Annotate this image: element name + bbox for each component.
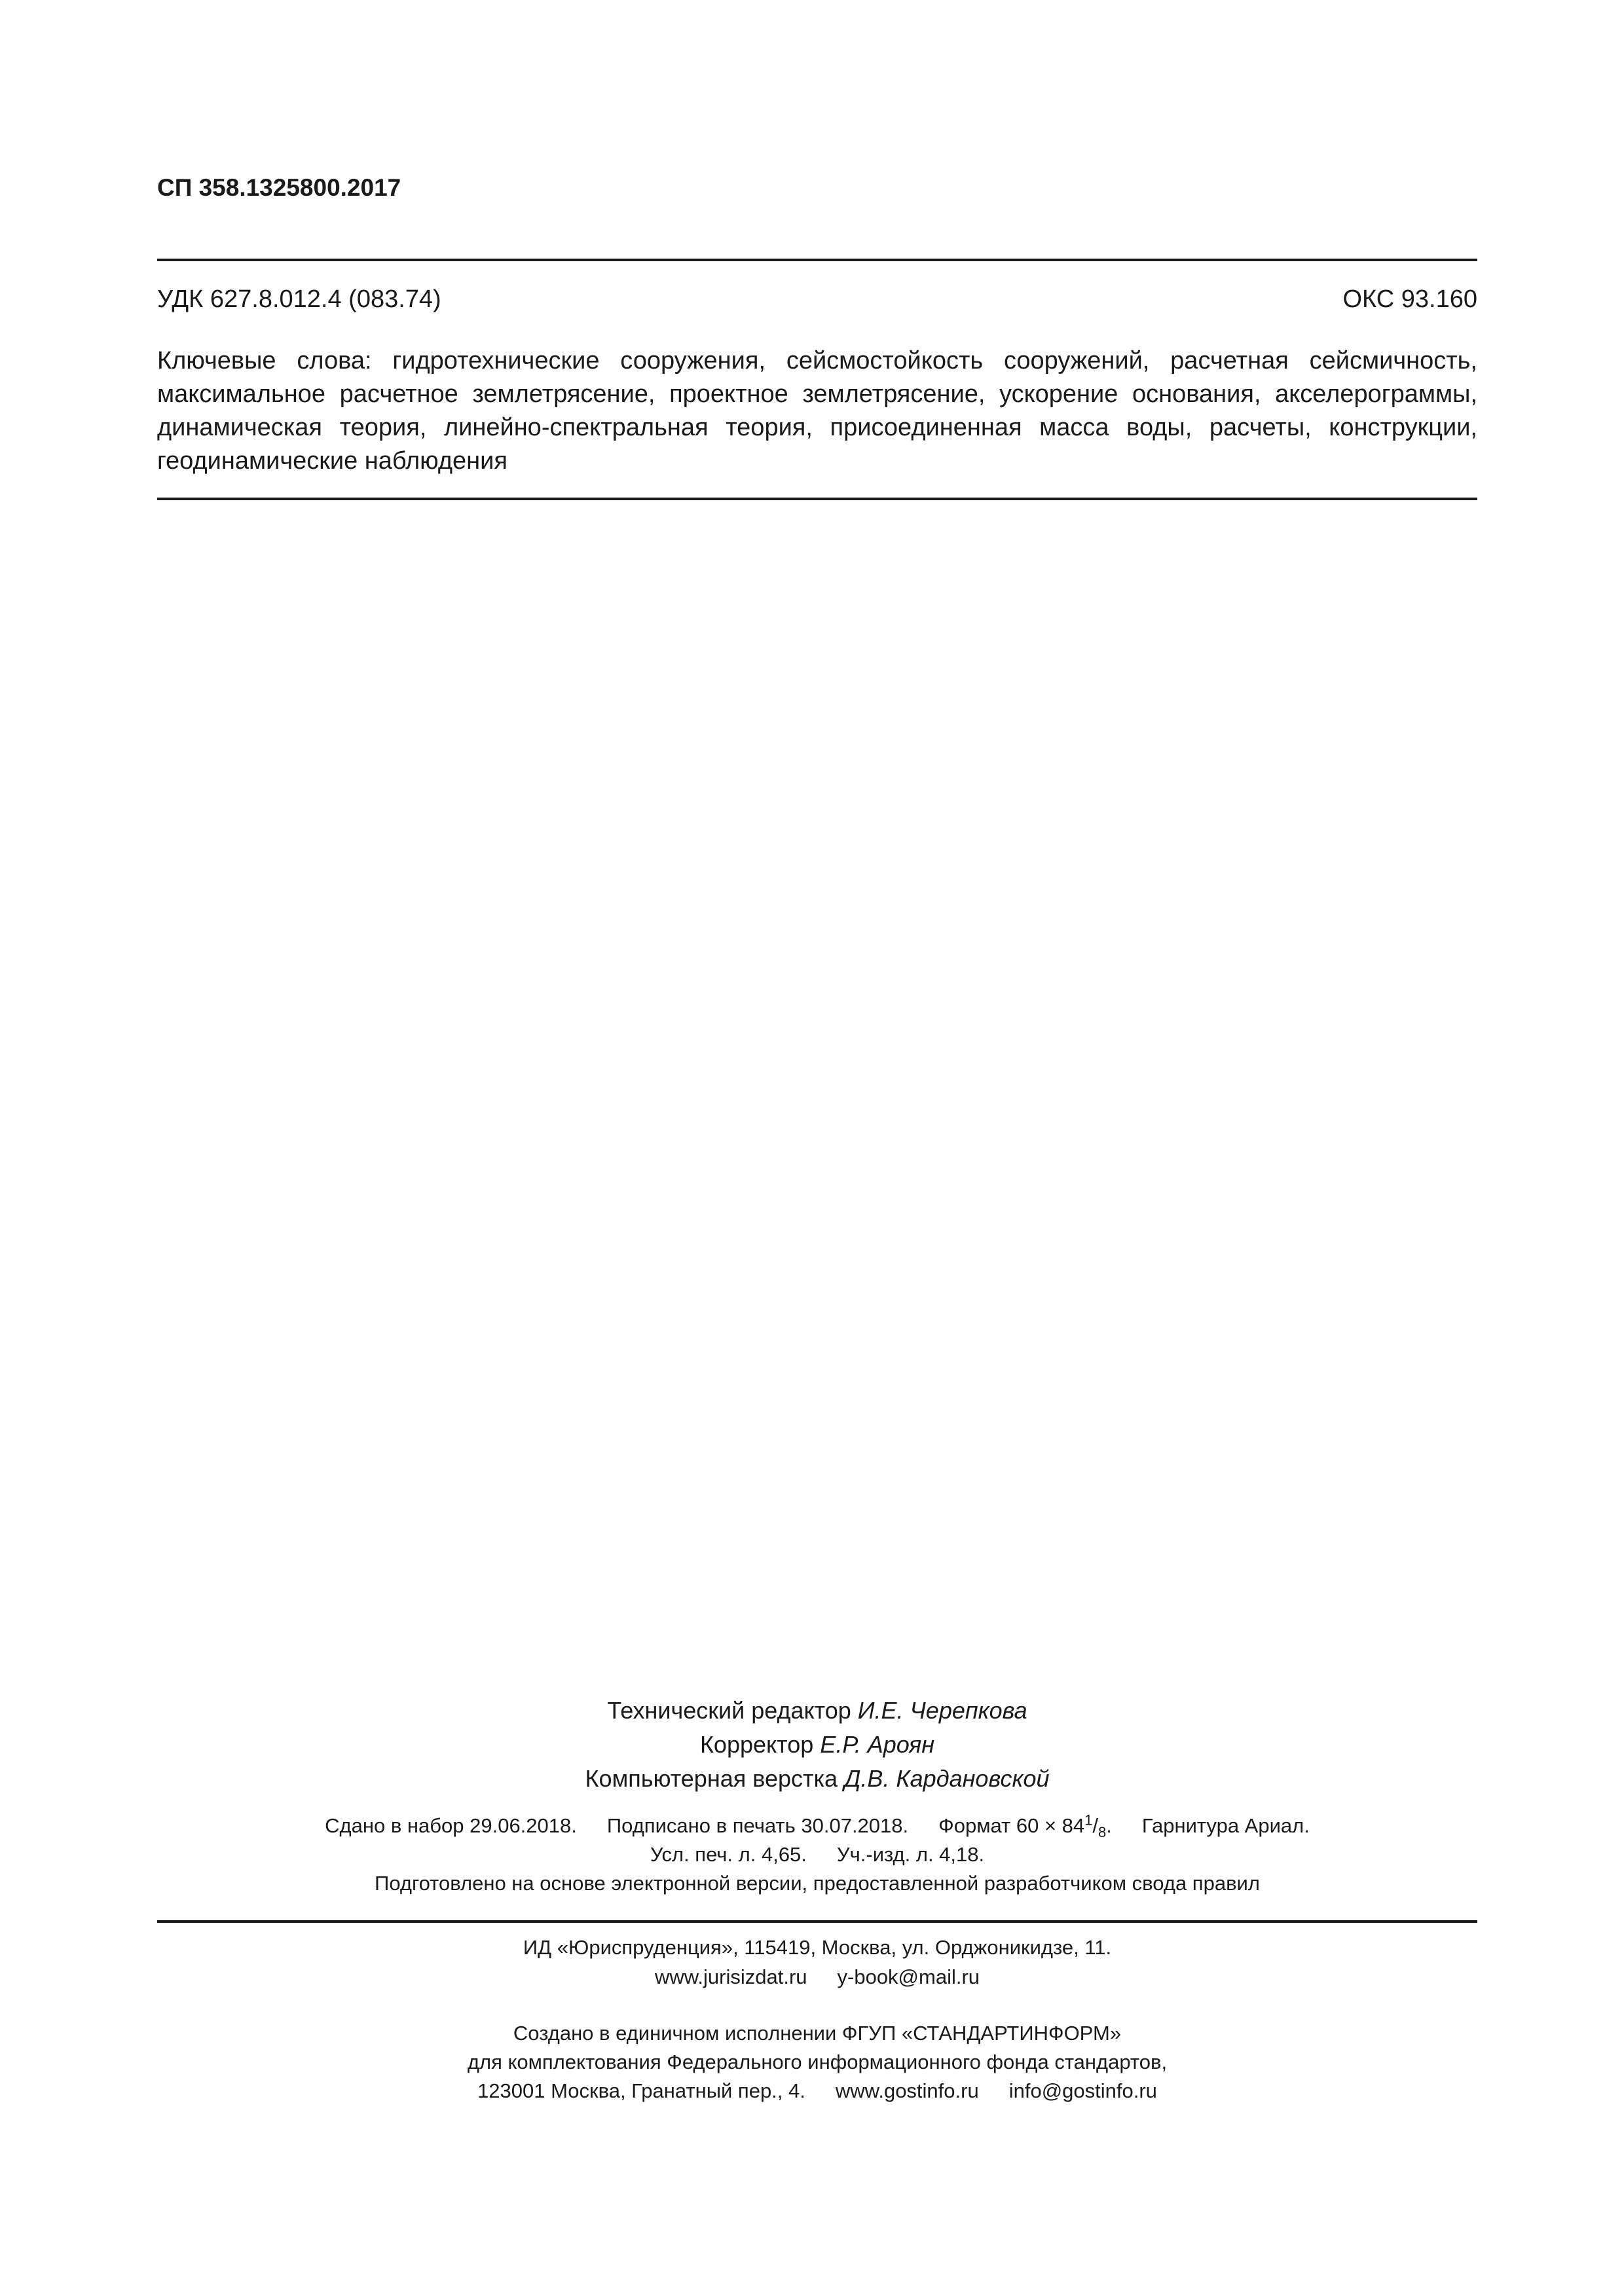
layout-role: Компьютерная верстка (585, 1765, 838, 1792)
print-info-block (157, 1812, 1477, 1898)
format-prefix: Формат 60 × 84 (938, 1814, 1085, 1837)
publisher-contacts (157, 1962, 1477, 1992)
publisher-email-link[interactable]: y-book@mail.ru (837, 1965, 980, 1988)
format-numerator: 1 (1084, 1812, 1093, 1829)
publisher-block (157, 1933, 1477, 1992)
corrector-name: Е.Р. Ароян (820, 1731, 935, 1758)
standartinform-address: 123001 Москва, Гранатный пер., 4. (477, 2079, 805, 2102)
tech-editor-line (157, 1694, 1477, 1728)
prepared-note: Подготовлено на основе электронной версии, предоставленной разработчиком свода правил (375, 1872, 1260, 1895)
gostinfo-email-link[interactable]: info@gostinfo.ru (1008, 2079, 1157, 2102)
layout-line (157, 1762, 1477, 1796)
keywords-divider (157, 498, 1477, 500)
corrector-role: Корректор (699, 1731, 814, 1758)
tech-editor-name: И.Е. Черепкова (857, 1697, 1027, 1724)
top-divider (157, 259, 1477, 261)
oks-code: ОКС 93.160 (1342, 285, 1477, 313)
publisher-website-link[interactable]: www.jurisizdat.ru (654, 1965, 807, 1988)
produced-line-1: Создано в единичном исполнении ФГУП «СТАНДАРТИНФОРМ» (513, 2022, 1122, 2045)
keywords-paragraph: Ключевые слова: гидротехнические сооружения, сейсмостойкость сооружений, расчетная сейсмичность, максимальное расчетное землетрясение, проектное землетрясение, ускорение основания, акселерограммы, динамическая теория, линейно-спектральная теория, присоединенная масса воды, расчеты, конструкции, геодинамические наблюдения (157, 347, 1477, 475)
format-end: . (1106, 1814, 1112, 1837)
publisher-divider (157, 1920, 1477, 1923)
print-sheets: Усл. печ. л. 4,65. (650, 1843, 807, 1866)
document-code: СП 358.1325800.2017 (157, 174, 401, 201)
typeset-date: Сдано в набор 29.06.2018. (325, 1814, 577, 1837)
font-info: Гарнитура Ариал. (1141, 1814, 1310, 1837)
print-dates-line (157, 1812, 1477, 1840)
produced-line-2: для комплектования Федерального информационного фонда стандартов, (467, 2050, 1168, 2073)
gostinfo-website-link[interactable]: www.gostinfo.ru (835, 2079, 979, 2102)
corrector-line (157, 1728, 1477, 1762)
paper-format (938, 1812, 1112, 1841)
signed-date: Подписано в печать 30.07.2018. (606, 1814, 909, 1837)
publisher-address: ИД «Юриспруденция», 115419, Москва, ул. Орджоникидзе, 11. (523, 1936, 1112, 1959)
format-denominator: 8 (1098, 1824, 1107, 1841)
sheets-line (157, 1840, 1477, 1869)
format-slash: / (1092, 1814, 1099, 1837)
editors-block (157, 1694, 1477, 1796)
produced-block (157, 2019, 1477, 2105)
produced-contacts (157, 2077, 1477, 2105)
tech-editor-role: Технический редактор (607, 1697, 851, 1724)
layout-name: Д.В. Кардановской (844, 1765, 1050, 1792)
publ-sheets: Уч.-изд. л. 4,18. (836, 1843, 985, 1866)
udk-code: УДК 627.8.012.4 (083.74) (157, 285, 441, 313)
